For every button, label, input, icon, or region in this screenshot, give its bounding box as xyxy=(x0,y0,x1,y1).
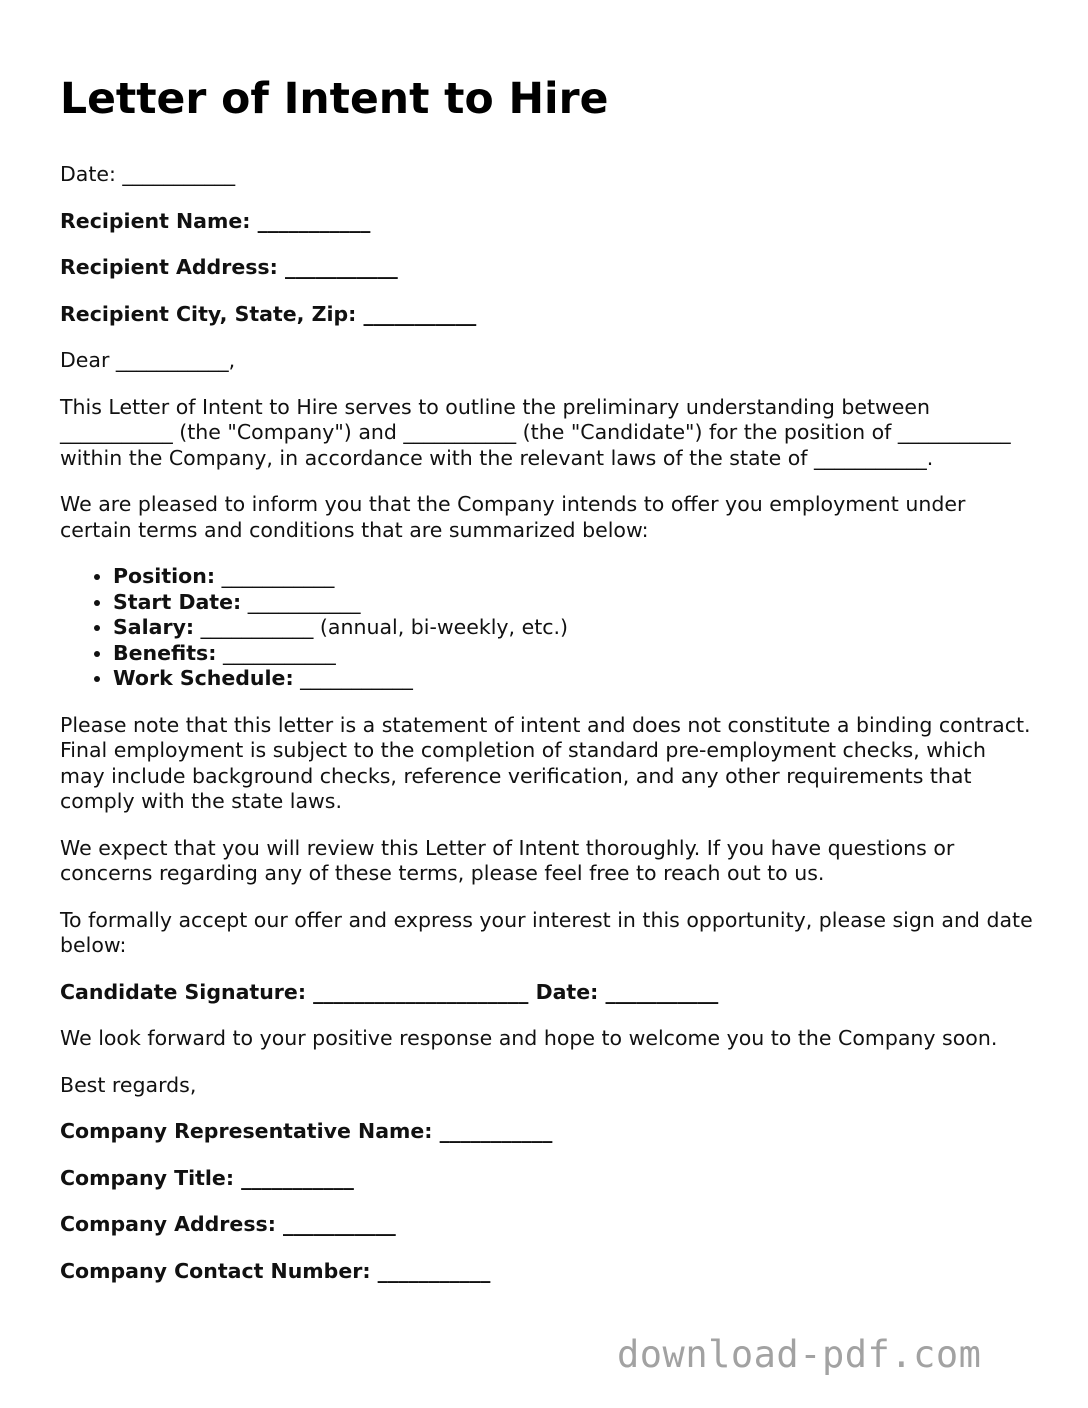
accept-paragraph: To formally accept our offer and express your interest in this opportunity, please sign and date below: xyxy=(60,907,1033,957)
term-label: Start Date: xyxy=(113,589,242,614)
recipient-address-label: Recipient Address: xyxy=(60,255,278,279)
recipient-name-label: Recipient Name: xyxy=(60,208,251,233)
recipient-name-blank: ___________ xyxy=(250,208,371,233)
recipient-city-line xyxy=(60,302,1035,328)
company-rep-line xyxy=(60,1119,1035,1145)
closing-line: Best regards, xyxy=(60,1072,197,1097)
signature-date-label: Date: xyxy=(535,979,599,1004)
term-label: Position: xyxy=(113,564,216,588)
company-title-label: Company Title: xyxy=(60,1165,235,1190)
company-address-blank: ___________ xyxy=(275,1212,396,1236)
letter-document xyxy=(60,72,1035,1305)
salutation: Dear ___________, xyxy=(60,348,236,372)
page-title: Letter of Intent to Hire xyxy=(60,75,609,124)
list-item xyxy=(113,641,1035,667)
date-line: Date: ___________ xyxy=(60,162,236,186)
list-item xyxy=(113,590,1035,616)
company-rep-label: Company Representative Name: xyxy=(60,1119,433,1143)
intro-paragraph: This Letter of Intent to Hire serves to outline the preliminary understanding between ___________ (the "Company") and ___________ (the "Candidate") for the position of ___________ within the Company, in accordance with the relevant laws of the state of ___________. xyxy=(60,394,1011,470)
company-contact-line xyxy=(60,1259,1035,1285)
review-paragraph: We expect that you will review this Letter of Intent thoroughly. If you have questions or concerns regarding any of these terms, please feel free to reach out to us. xyxy=(60,835,955,885)
forward-paragraph: We look forward to your positive response and hope to welcome you to the Company soon. xyxy=(60,1026,998,1050)
signature-blank: _____________________ xyxy=(306,979,536,1004)
signature-date-blank: ___________ xyxy=(598,979,719,1004)
watermark: download-pdf.com xyxy=(617,1333,982,1376)
term-value: ___________ xyxy=(215,564,335,588)
recipient-city-label: Recipient City, State, Zip: xyxy=(60,301,357,326)
term-value: ___________ xyxy=(293,666,413,690)
list-item xyxy=(113,615,1035,641)
term-value: ___________ xyxy=(216,640,336,665)
signature-label: Candidate Signature: xyxy=(60,979,307,1004)
candidate-signature-line xyxy=(60,980,1035,1006)
list-item xyxy=(113,666,1035,692)
term-label: Salary: xyxy=(113,615,195,639)
company-address-label: Company Address: xyxy=(60,1212,276,1236)
company-title-blank: ___________ xyxy=(234,1165,354,1190)
company-contact-label: Company Contact Number: xyxy=(60,1258,371,1283)
recipient-address-blank: ___________ xyxy=(277,255,398,279)
recipient-name-line xyxy=(60,209,1035,235)
term-label: Work Schedule: xyxy=(113,666,294,690)
company-rep-blank: ___________ xyxy=(432,1119,553,1143)
offer-paragraph: We are pleased to inform you that the Company intends to offer you employment under certain terms and conditions that are summarized below: xyxy=(60,492,966,542)
company-title-line xyxy=(60,1166,1035,1192)
term-label: Benefits: xyxy=(113,640,217,665)
list-item xyxy=(113,564,1035,590)
term-value: ___________ xyxy=(241,589,361,614)
recipient-address-line xyxy=(60,255,1035,281)
company-contact-blank: ___________ xyxy=(370,1258,491,1283)
terms-list xyxy=(60,564,1035,692)
recipient-city-blank: ___________ xyxy=(356,301,477,326)
note-paragraph: Please note that this letter is a statement of intent and does not constitute a binding contract. Final employment is subject to the completion of standard pre-employment checks, which may include background checks, reference verification, and any other requirements that comply with the state laws. xyxy=(60,712,1031,813)
term-value: ___________ (annual, bi-weekly, etc.) xyxy=(194,615,569,639)
company-address-line xyxy=(60,1212,1035,1238)
